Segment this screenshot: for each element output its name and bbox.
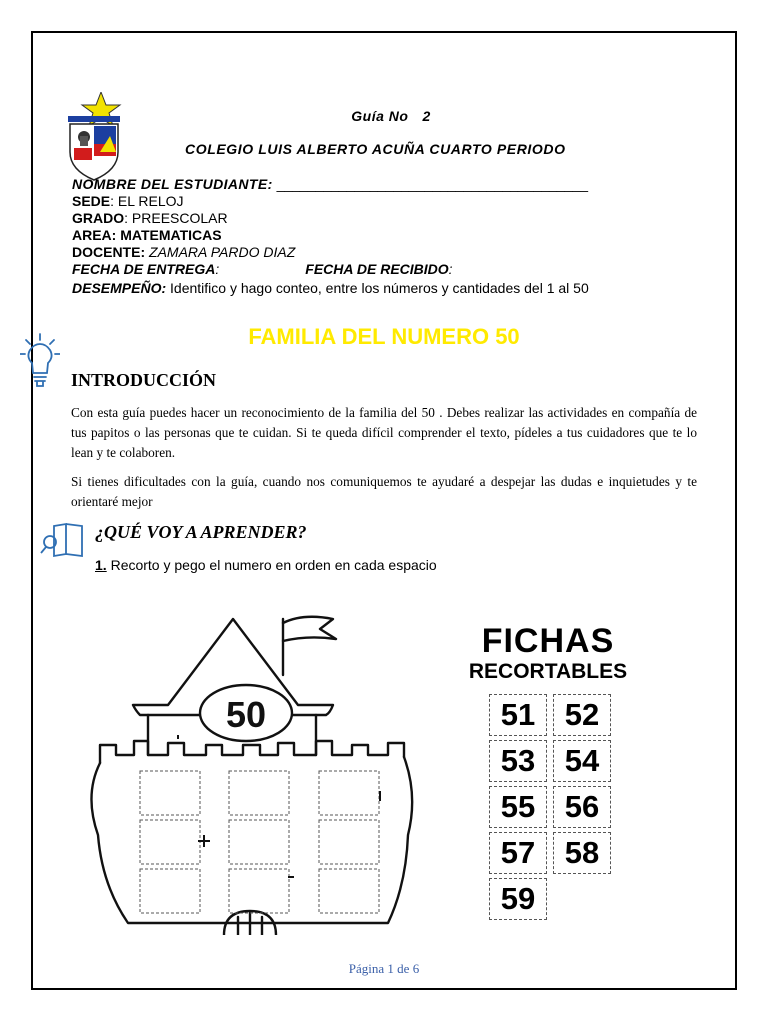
student-name-label: NOMBRE DEL ESTUDIANTE: <box>72 176 273 192</box>
cutout-chip-53[interactable]: 53 <box>489 740 547 782</box>
student-name-blank[interactable]: ________________________________________ <box>276 176 589 192</box>
fichas-title: FICHAS <box>481 622 615 660</box>
recibido-colon: : <box>448 261 453 277</box>
school-heading: COLEGIO LUIS ALBERTO ACUÑA CUARTO PERIODO <box>185 141 566 157</box>
paste-slot-8[interactable] <box>319 820 379 864</box>
area-row: AREA: MATEMATICAS <box>72 227 222 243</box>
page-title: FAMILIA DEL NUMERO 50 <box>248 324 520 349</box>
cutout-chip-59[interactable]: 59 <box>489 878 547 920</box>
school-logo <box>64 92 124 184</box>
page-footer: Página 1 de 6 <box>348 961 420 976</box>
desempeno-label: DESEMPEÑO: <box>72 280 167 296</box>
sede-label: SEDE <box>72 193 111 209</box>
intro-heading: INTRODUCCIÓN <box>71 370 217 390</box>
sede-row <box>72 193 589 210</box>
lightbulb-icon <box>20 333 60 389</box>
intro-paragraph-1: Con esta guía puedes hacer un reconocimiento de la familia del 50 . Debes realizar las actividades en compañía de tus papitos o las personas que te cuidan. Si te queda difícil comprender el texto, pídeles a tus cuidadores que te lo lean y te colaboren. <box>71 405 697 460</box>
paste-slot-7[interactable] <box>319 771 379 815</box>
docente-row <box>72 244 589 261</box>
paste-slot-4[interactable] <box>229 771 289 815</box>
grado-row <box>72 210 589 227</box>
paste-slot-1[interactable] <box>140 771 200 815</box>
desempeno-row <box>72 280 589 297</box>
intro-paragraph-2: Si tienes dificultades con la guía, cuando nos comuniquemos te ayudaré a despejar las dudas e inquietudes y te orientaré mejor <box>71 474 697 509</box>
guide-label: Guía No <box>351 108 409 124</box>
paste-slot-2[interactable] <box>140 820 200 864</box>
cutout-chip-57[interactable]: 57 <box>489 832 547 874</box>
step-number: 1. <box>95 557 107 573</box>
cutout-chip-54[interactable]: 54 <box>553 740 611 782</box>
desempeno-value: Identifico y hago conteo, entre los números y cantidades del 1 al 50 <box>170 280 589 296</box>
grado-value: : PREESCOLAR <box>124 210 228 226</box>
learn-heading <box>95 522 311 543</box>
cutout-chip-58[interactable]: 58 <box>553 832 611 874</box>
guide-number-value: 2 <box>422 108 431 124</box>
docente-label: DOCENTE: <box>72 244 146 260</box>
docente-value: ZAMARA PARDO DIAZ <box>149 244 296 260</box>
recibido-label: FECHA DE RECIBIDO <box>305 261 449 277</box>
guide-number <box>0 108 768 124</box>
sede-value: : EL RELOJ <box>110 193 184 209</box>
cutout-chip-56[interactable]: 56 <box>553 786 611 828</box>
entrega-colon: : <box>215 261 220 277</box>
fichas-subtitle: RECORTABLES <box>468 660 628 683</box>
cutout-chip-52[interactable]: 52 <box>553 694 611 736</box>
paste-slot-6[interactable] <box>229 869 289 913</box>
paste-slot-3[interactable] <box>140 869 200 913</box>
book-magnifier-icon <box>40 522 86 558</box>
castle-number: 50 <box>225 694 267 735</box>
learn-heading-text: ¿QUÉ VOY A APRENDER? <box>95 522 307 542</box>
paste-slot-5[interactable] <box>229 820 289 864</box>
fechas-row <box>72 261 589 278</box>
step-text: Recorto y pego el numero en orden en cada espacio <box>106 557 437 573</box>
entrega-label: FECHA DE ENTREGA <box>72 261 216 277</box>
cutout-chip-55[interactable]: 55 <box>489 786 547 828</box>
student-info <box>72 176 589 297</box>
paste-slot-9[interactable] <box>319 869 379 913</box>
student-name-row <box>72 176 589 193</box>
step-instruction <box>95 557 437 573</box>
cutout-chip-51[interactable]: 51 <box>489 694 547 736</box>
grado-label: GRADO <box>72 210 125 226</box>
